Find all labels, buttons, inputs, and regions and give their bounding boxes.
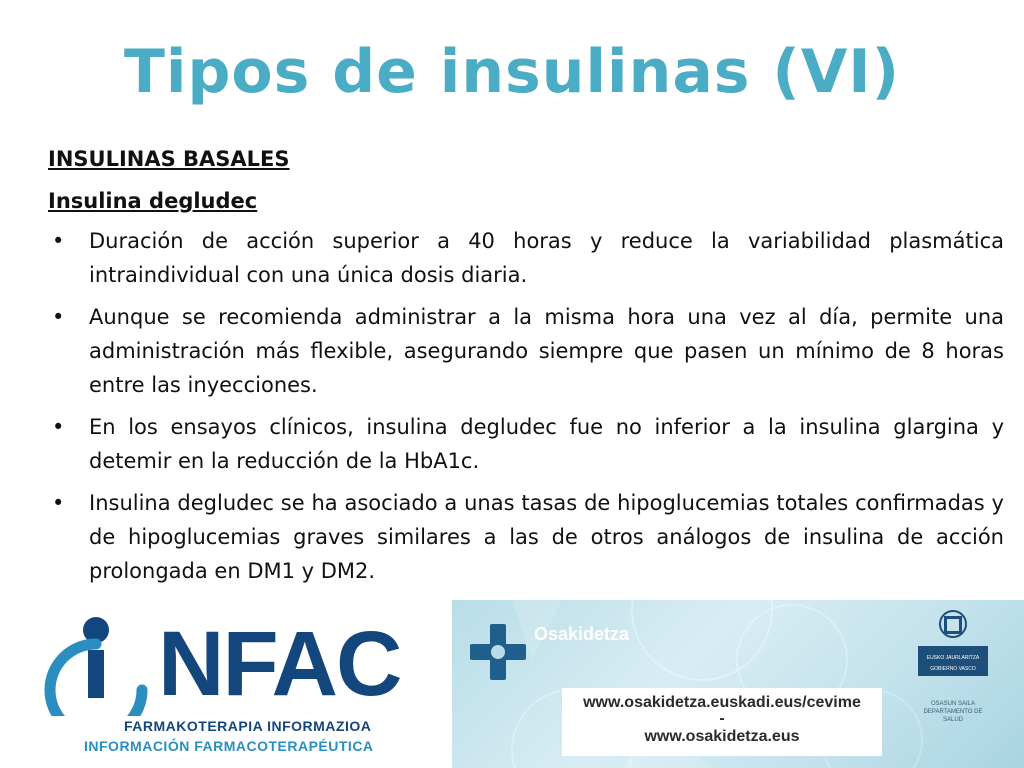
bullet-marker: • (52, 305, 65, 329)
gov-line1: EUSKO JAURLARITZA (926, 655, 980, 661)
bullet-text: Aunque se recomienda administrar a la misma hora una vez al día, permite una administración más flexible, asegurando siempre que pasen un mínimo de 8 horas entre las inyecciones. (89, 305, 1004, 397)
gov-sub1: OSASUN SAILA (930, 701, 975, 707)
bullet-item (48, 300, 1004, 402)
bullet-marker: • (52, 491, 65, 515)
osakidetza-name: Osakidetza (534, 624, 630, 644)
bullet-marker: • (52, 229, 65, 253)
cevime-url[interactable]: www.osakidetza.euskadi.eus/cevime (583, 694, 861, 711)
url-separator: - (719, 710, 725, 727)
gov-line2: GOBIERNO VASCO (930, 666, 976, 672)
infac-tagline-eu: FARMAKOTERAPIA INFORMAZIOA (124, 718, 372, 734)
bullet-item (48, 486, 1004, 588)
bullet-marker: • (52, 415, 65, 439)
coat-of-arms-icon (940, 611, 966, 637)
slide-title: Tipos de insulinas (VI) (123, 37, 901, 107)
bullet-text: Duración de acción superior a 40 horas y reduce la variabilidad plasmática intraindividual con una única dosis diaria. (89, 229, 1004, 287)
infac-logo (40, 610, 440, 768)
bullet-item (48, 224, 1004, 292)
infac-tagline-es: INFORMACIÓN FARMACOTERAPÉUTICA (84, 738, 374, 754)
osakidetza-banner (452, 600, 1024, 768)
bullet-item (48, 410, 1004, 478)
bullet-text: Insulina degludec se ha asociado a unas tasas de hipoglucemias totales confirmadas y de hipoglucemias graves similares a las de otros análogos de insulina de acción prolongada en DM1 y DM2. (89, 491, 1004, 583)
osakidetza-url[interactable]: www.osakidetza.eus (644, 728, 800, 745)
slide-body (48, 142, 1004, 596)
section-heading: INSULINAS BASALES (48, 147, 290, 171)
sub-heading: Insulina degludec (48, 189, 258, 213)
gov-department (914, 700, 992, 724)
url-box (562, 688, 882, 756)
infac-i-icon (40, 610, 160, 716)
slide-footer (0, 600, 1024, 768)
bullet-text: En los ensayos clínicos, insulina degludec fue no inferior a la insulina glargina y detemir en la reducción de la HbA1c. (89, 415, 1004, 473)
gov-sub2: DEPARTAMENTO DE SALUD (923, 709, 983, 723)
bullet-list (48, 224, 1004, 588)
infac-wordmark: NFAC (158, 613, 401, 715)
osakidetza-cross-icon (468, 622, 528, 682)
